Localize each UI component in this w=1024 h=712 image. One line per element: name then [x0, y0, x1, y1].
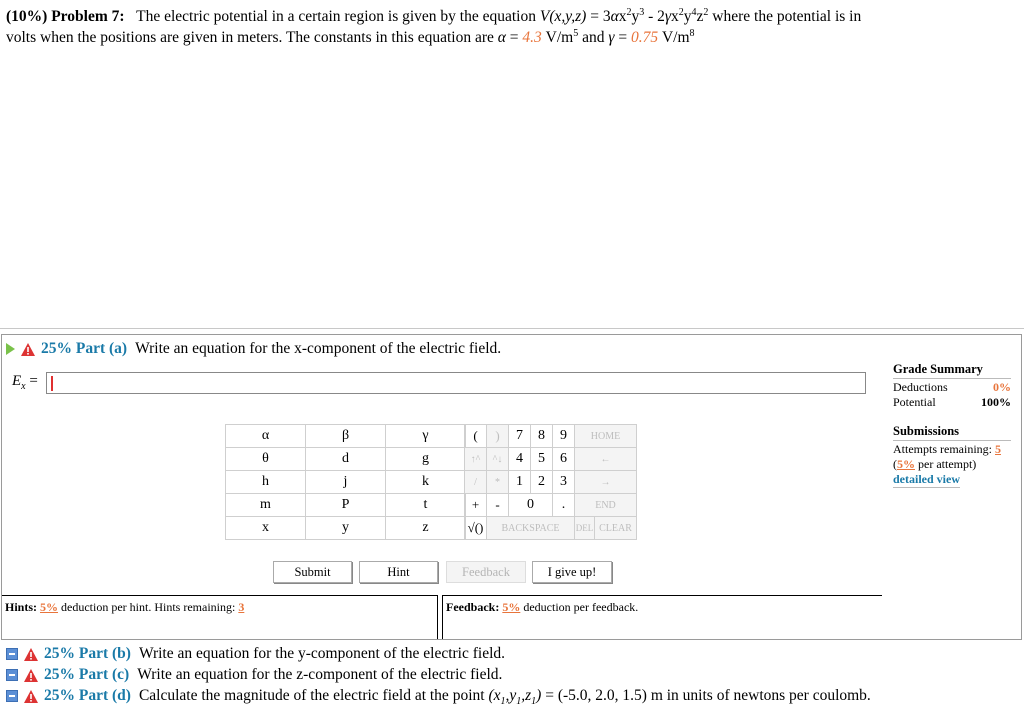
hints-pct: 5%: [40, 600, 59, 614]
key-7[interactable]: 7: [509, 425, 531, 448]
deductions-label: Deductions: [893, 380, 948, 394]
part-b-header[interactable]: [6, 645, 505, 663]
key-h[interactable]: h: [226, 471, 306, 494]
feedback-button[interactable]: Feedback: [446, 561, 526, 583]
key-gamma[interactable]: γ: [386, 425, 466, 448]
key-clear[interactable]: CLEAR: [595, 517, 637, 540]
key-end[interactable]: END: [575, 494, 637, 517]
gamma-unit: V/m: [661, 29, 690, 46]
key-k[interactable]: k: [386, 471, 466, 494]
key-close-paren[interactable]: ): [487, 425, 509, 448]
feedback-label: Feedback:: [446, 600, 500, 614]
part-d-header[interactable]: [6, 687, 871, 708]
part-b-prompt: Write an equation for the y-component of the electric field.: [138, 645, 506, 662]
key-del[interactable]: DEL: [575, 517, 595, 540]
part-d-prompt: Calculate the magnitude of the electric field at the point: [138, 687, 485, 704]
expand-icon[interactable]: [6, 648, 18, 660]
part-b-percent: 25% Part (b): [44, 645, 131, 662]
warning-icon: [24, 648, 38, 661]
attempts-label: Attempts remaining:: [893, 442, 992, 456]
key-3[interactable]: 3: [553, 471, 575, 494]
grade-summary-title: Grade Summary: [893, 362, 1011, 379]
key-caret-up[interactable]: ↑^: [465, 448, 487, 471]
problem-statement: (10%) Problem 7: The electric potential in a certain region is given by the equation $V(x,y,z) = 3\alpha x^2y^3 - 2\gamma x^2y^4z^2$ where the potential is in volts when the positions are given in meters. The constants in this equation are α = 4.3 $V/m^5$ and γ = 0.75 $V/m^8$: [6, 6, 862, 46]
divider: [0, 328, 1024, 329]
key-x[interactable]: x: [226, 517, 306, 540]
key-8[interactable]: 8: [531, 425, 553, 448]
key-5[interactable]: 5: [531, 448, 553, 471]
feedback-text: deduction per feedback.: [523, 600, 639, 614]
problem-intro: The electric potential in a certain region is given by the equation: [136, 8, 536, 25]
play-icon[interactable]: [6, 343, 15, 355]
hints-label: Hints:: [5, 600, 38, 614]
symbol-keypad: [225, 424, 466, 540]
potential-value: 100%: [981, 395, 1011, 409]
warning-icon: [21, 343, 35, 356]
hints-text: deduction per hint. Hints remaining:: [61, 600, 236, 614]
key-2[interactable]: 2: [531, 471, 553, 494]
equation-rhs: = $3\alpha x^2y^3 - 2\gamma x^2y^4z^2$: [590, 6, 709, 25]
detailed-view-link[interactable]: detailed view: [893, 472, 960, 486]
key-caret-down[interactable]: ^↓: [487, 448, 509, 471]
submit-button[interactable]: Submit: [273, 561, 352, 583]
gamma-value: 0.75: [630, 29, 659, 46]
potential-label: Potential: [893, 395, 936, 409]
key-z[interactable]: z: [386, 517, 466, 540]
key-1[interactable]: 1: [509, 471, 531, 494]
point-coords: $(x_1,y_1,z_1)$: [488, 687, 542, 708]
number-keypad: [464, 424, 637, 540]
per-attempt-text: per attempt): [918, 457, 977, 471]
key-j[interactable]: j: [306, 471, 386, 494]
key-slash[interactable]: /: [465, 471, 487, 494]
key-star[interactable]: *: [487, 471, 509, 494]
warning-icon: [24, 690, 38, 703]
key-P[interactable]: P: [306, 494, 386, 517]
potential-function: V(x,y,z): [539, 8, 587, 25]
warning-icon: [24, 669, 38, 682]
give-up-button[interactable]: I give up!: [532, 561, 612, 583]
hints-bar: [2, 595, 438, 639]
problem-header: (10%) Problem 7:: [6, 8, 125, 25]
part-a-percent: 25% Part (a): [41, 340, 128, 357]
feedback-bar: [442, 595, 882, 639]
alpha-unit: V/m: [545, 29, 574, 46]
problem-intro-tail: where the potential is in: [712, 8, 862, 25]
key-0[interactable]: 0: [509, 494, 553, 517]
part-c-percent: 25% Part (c): [44, 666, 130, 683]
key-backspace[interactable]: BACKSPACE: [487, 517, 575, 540]
part-d-percent: 25% Part (d): [44, 687, 131, 704]
key-4[interactable]: 4: [509, 448, 531, 471]
expand-icon[interactable]: [6, 669, 18, 681]
expand-icon[interactable]: [6, 690, 18, 702]
point-value: = (-5.0, 2.0, 1.5) m in units of newtons per coulomb.: [545, 687, 871, 704]
part-c-header[interactable]: [6, 666, 502, 684]
key-plus[interactable]: +: [465, 494, 487, 517]
key-dot[interactable]: .: [553, 494, 575, 517]
answer-label: $E_x$ =: [12, 373, 38, 392]
key-minus[interactable]: -: [487, 494, 509, 517]
key-g[interactable]: g: [386, 448, 466, 471]
key-home[interactable]: HOME: [575, 425, 637, 448]
key-m[interactable]: m: [226, 494, 306, 517]
key-d[interactable]: d: [306, 448, 386, 471]
key-y[interactable]: y: [306, 517, 386, 540]
key-left-arrow[interactable]: ←: [575, 448, 637, 471]
submissions-title: Submissions: [893, 424, 1011, 441]
key-beta[interactable]: β: [306, 425, 386, 448]
text-caret: [51, 376, 53, 391]
deductions-value: 0%: [993, 380, 1011, 394]
part-a-prompt: Write an equation for the x-component of the electric field.: [135, 340, 502, 357]
key-alpha[interactable]: α: [226, 425, 306, 448]
problem-constants-intro: volts when the positions are given in meters. The constants in this equation are: [6, 29, 494, 46]
answer-input[interactable]: [46, 372, 866, 394]
key-open-paren[interactable]: (: [465, 425, 487, 448]
hint-button[interactable]: Hint: [359, 561, 438, 583]
per-attempt-pct: 5%: [897, 457, 915, 471]
key-t[interactable]: t: [386, 494, 466, 517]
part-c-prompt: Write an equation for the z-component of the electric field.: [137, 666, 503, 683]
attempts-value: 5: [994, 442, 1001, 456]
key-right-arrow[interactable]: →: [575, 471, 637, 494]
key-6[interactable]: 6: [553, 448, 575, 471]
grade-summary: Grade Summary Deductions 0% Potential 100% Submissions Attempts remaining: 5 (5% per attempt) detailed view: [893, 362, 1011, 486]
part-a-header[interactable]: [6, 340, 501, 358]
feedback-pct: 5%: [502, 600, 521, 614]
key-theta[interactable]: θ: [226, 448, 306, 471]
key-sqrt[interactable]: √(): [465, 517, 487, 540]
alpha-value: 4.3: [522, 29, 542, 46]
hints-remaining: 3: [238, 600, 245, 614]
key-9[interactable]: 9: [553, 425, 575, 448]
